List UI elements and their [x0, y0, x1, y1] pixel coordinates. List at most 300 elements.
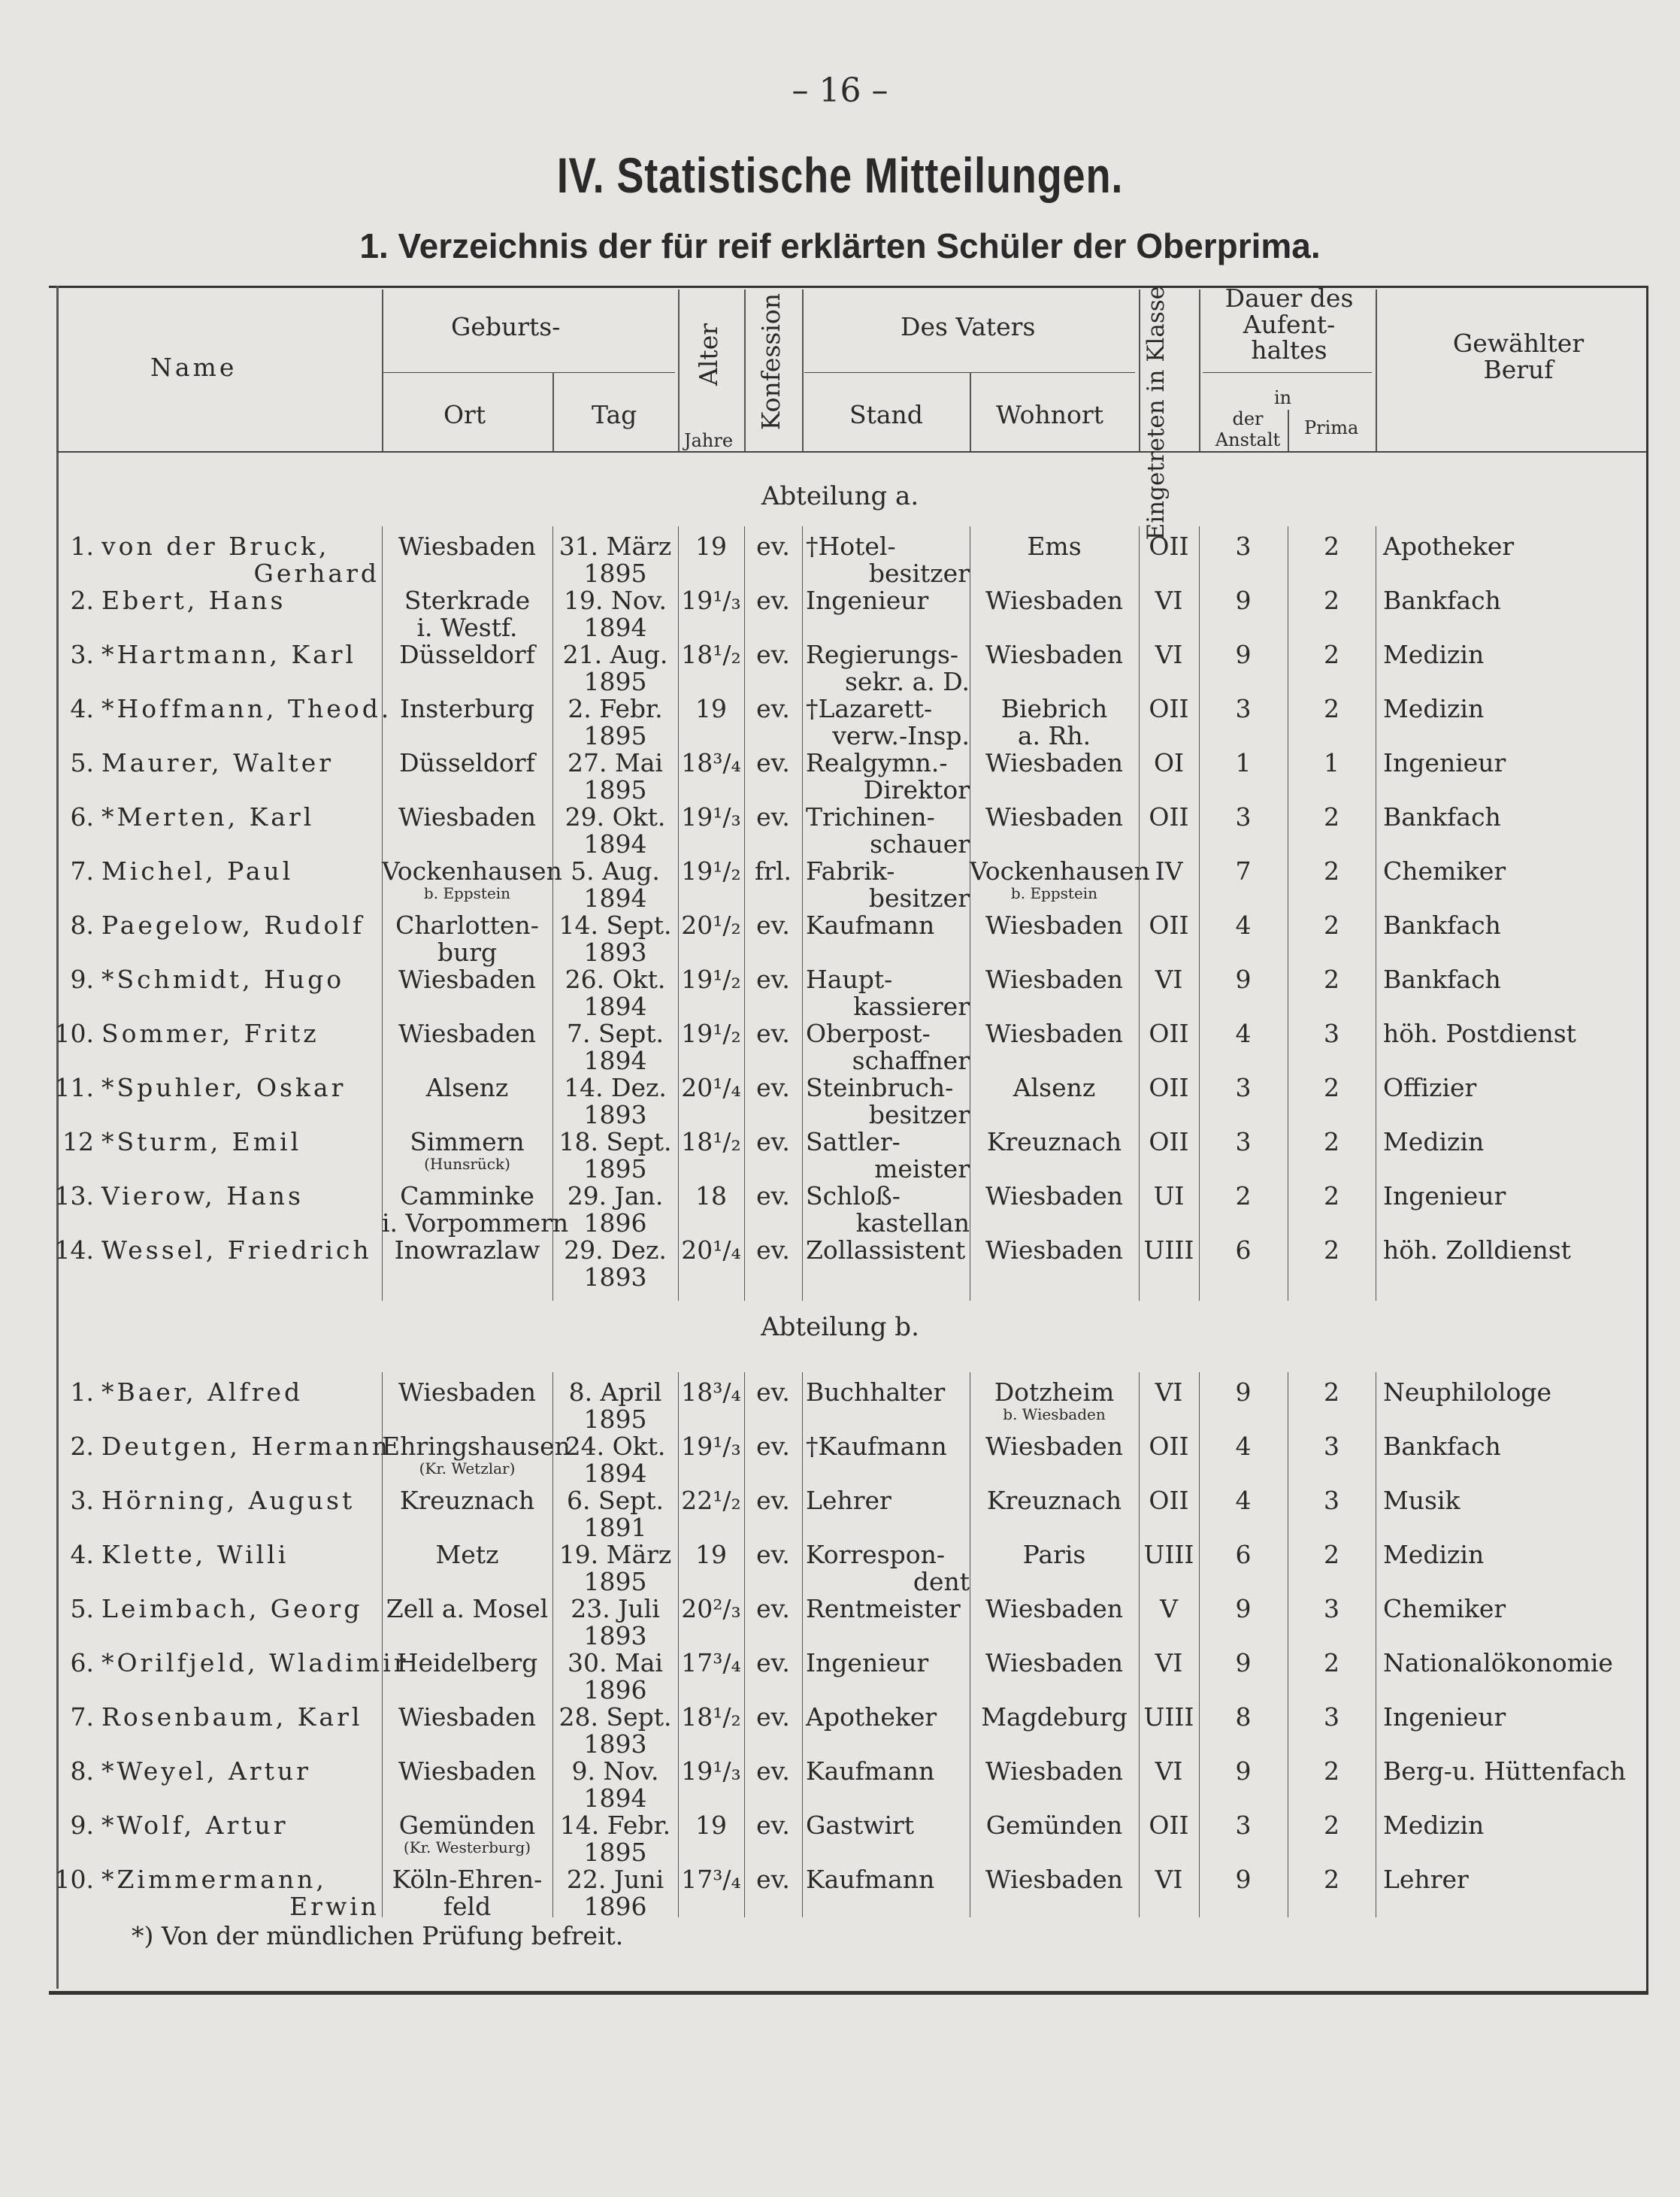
cell-tag-text: 5. Aug.	[571, 856, 660, 886]
cell-alter	[678, 856, 744, 886]
cell-klasse	[1139, 694, 1199, 723]
cell-beruf	[1383, 1486, 1642, 1515]
col-line	[802, 1372, 803, 1917]
cell-konf	[744, 802, 802, 832]
cell-beruf	[1383, 1432, 1642, 1461]
cell-no	[53, 1432, 94, 1461]
cell-prima-text: 2	[1324, 1540, 1339, 1569]
cell-beruf	[1383, 1181, 1642, 1211]
col-line	[552, 372, 554, 451]
cell-no	[53, 1486, 94, 1515]
cell-ort	[382, 1702, 552, 1732]
cell-no-text: 13.	[54, 1181, 94, 1211]
cell-beruf-text: Nationalökonomie	[1383, 1648, 1613, 1677]
cell-konf-text: ev.	[756, 586, 790, 615]
cell-ort	[382, 586, 552, 640]
cell-prima	[1288, 1377, 1376, 1407]
cell-klasse	[1139, 1019, 1199, 1048]
cell-anstalt-text: 3	[1235, 694, 1252, 723]
cell-anstalt	[1199, 640, 1288, 669]
cell-alter	[678, 640, 744, 669]
cell-stand	[806, 1073, 970, 1127]
table-row	[0, 965, 1680, 1019]
table-row	[0, 1432, 1680, 1486]
cell-klasse	[1139, 1235, 1199, 1265]
cell-no-text: 9.	[70, 1811, 94, 1840]
cell-wohnort	[970, 1594, 1139, 1623]
cell-ort	[382, 802, 552, 832]
cell-klasse-text: VI	[1155, 1377, 1183, 1407]
cell-konf-text: ev.	[756, 1486, 790, 1515]
cell-tag	[552, 1127, 678, 1181]
cell-ort-text: Düsseldorf	[399, 748, 535, 777]
cell-no-text: 2.	[70, 1432, 94, 1461]
cell-klasse	[1139, 1540, 1199, 1569]
cell-beruf	[1383, 1540, 1642, 1569]
header-ort: Ort	[443, 400, 486, 429]
cell-anstalt-text: 8	[1235, 1702, 1252, 1732]
cell-anstalt	[1199, 1486, 1288, 1515]
cell-alter	[678, 1648, 744, 1677]
cell-klasse-text: OII	[1149, 911, 1189, 940]
table-row	[0, 1377, 1680, 1432]
cell-wohnort	[970, 965, 1139, 994]
cell-anstalt-text: 9	[1235, 640, 1252, 669]
cell-beruf-text: Bankfach	[1383, 911, 1501, 940]
cell-beruf-text: Medizin	[1383, 1811, 1485, 1840]
cell-wohnort-text: Wiesbaden	[985, 1235, 1124, 1265]
page-number: – 16 –	[792, 71, 888, 110]
cell-name	[101, 694, 392, 723]
cell-name	[101, 856, 380, 886]
cell-beruf	[1383, 1865, 1642, 1894]
cell-no	[53, 1235, 94, 1265]
cell-no-text: 3.	[70, 640, 94, 669]
cell-klasse-text: OII	[1149, 694, 1189, 723]
cell-klasse	[1139, 1377, 1199, 1407]
cell-tag-line2: 1895	[583, 1405, 647, 1434]
table-row	[0, 1594, 1680, 1648]
cell-ort-text: Wiesbaden	[398, 1756, 537, 1786]
cell-klasse-text: UIII	[1143, 1702, 1194, 1732]
cell-klasse	[1139, 965, 1199, 994]
cell-tag	[552, 802, 678, 859]
cell-prima	[1288, 1432, 1376, 1461]
col-line	[802, 289, 804, 451]
footnote: *) Von der mündlichen Prüfung befreit.	[132, 1921, 624, 1950]
cell-stand	[806, 1702, 970, 1732]
cell-ort-text: Alsenz	[425, 1073, 509, 1102]
cell-stand	[806, 532, 970, 586]
cell-tag	[552, 1019, 678, 1073]
cell-konf-text: ev.	[756, 694, 790, 723]
cell-tag-text: 22. Juni	[566, 1865, 664, 1894]
table-row	[0, 1648, 1680, 1705]
cell-name	[101, 911, 380, 940]
cell-konf-text: ev.	[756, 802, 790, 832]
cell-anstalt-text: 9	[1235, 965, 1252, 994]
cell-no-text: 7.	[70, 1702, 94, 1732]
cell-wohnort	[970, 802, 1139, 832]
cell-anstalt-text: 3	[1235, 802, 1252, 832]
cell-stand-text: Kaufmann	[806, 1865, 935, 1894]
cell-anstalt-text: 3	[1235, 532, 1252, 561]
cell-wohnort-text: Biebrich	[1000, 694, 1108, 723]
cell-name-text: *Hartmann, Karl	[101, 640, 357, 669]
cell-stand-text: Gastwirt	[806, 1811, 915, 1840]
cell-anstalt-text: 9	[1235, 1648, 1252, 1677]
cell-wohnort-text: Wiesbaden	[985, 911, 1124, 940]
col-line	[1199, 1372, 1200, 1917]
cell-no-text: 10.	[54, 1865, 94, 1894]
cell-ort	[382, 1594, 552, 1623]
cell-ort-line2: i. Westf.	[416, 613, 518, 642]
cell-beruf	[1383, 1811, 1642, 1840]
cell-no-text: 12	[62, 1127, 94, 1156]
cell-beruf	[1383, 1377, 1642, 1407]
cell-anstalt	[1199, 1181, 1288, 1211]
cell-alter	[678, 1127, 744, 1156]
cell-alter-text: 22¹/₂	[681, 1486, 741, 1515]
col-line	[802, 526, 803, 1301]
header-bottom-line	[56, 451, 1646, 453]
table-row	[0, 1073, 1680, 1127]
cell-wohnort	[970, 1702, 1139, 1732]
cell-ort	[382, 1073, 552, 1102]
cell-tag	[552, 1648, 678, 1705]
cell-ort-text: Sterkrade	[404, 586, 531, 615]
cell-stand	[806, 1865, 970, 1894]
cell-alter	[678, 532, 744, 561]
cell-alter	[678, 1235, 744, 1265]
cell-beruf-text: Bankfach	[1383, 802, 1501, 832]
cell-beruf	[1383, 532, 1642, 561]
cell-beruf	[1383, 1756, 1642, 1786]
cell-konf	[744, 1702, 802, 1732]
cell-beruf	[1383, 856, 1642, 886]
cell-tag	[552, 1432, 678, 1486]
cell-name	[101, 1019, 380, 1048]
cell-wohnort	[970, 640, 1139, 669]
cell-anstalt-text: 6	[1235, 1235, 1252, 1265]
cell-wohnort	[970, 1540, 1139, 1569]
cell-wohnort-text: Wiesbaden	[985, 1865, 1124, 1894]
cell-no	[53, 911, 94, 940]
cell-ort-line2: burg	[437, 938, 498, 967]
cell-anstalt	[1199, 802, 1288, 832]
cell-anstalt	[1199, 1648, 1288, 1677]
cell-ort-text: Simmern	[410, 1127, 525, 1156]
cell-tag	[552, 1540, 678, 1594]
cell-wohnort	[970, 1811, 1139, 1840]
col-line	[678, 1372, 679, 1917]
cell-tag	[552, 694, 678, 748]
cell-no-text: 14.	[54, 1235, 94, 1265]
cell-stand	[806, 586, 970, 615]
cell-stand-line2: dent	[913, 1567, 970, 1596]
cell-name-text: *Zimmermann,	[101, 1865, 327, 1894]
cell-anstalt	[1199, 1540, 1288, 1569]
cell-no	[53, 1865, 94, 1894]
cell-name-text: *Wolf, Artur	[101, 1811, 289, 1840]
cell-konf	[744, 694, 802, 723]
cell-wohnort-text: Ems	[1027, 532, 1082, 561]
col-line	[1139, 289, 1140, 451]
cell-konf-text: ev.	[756, 911, 790, 940]
cell-klasse-text: VI	[1155, 965, 1183, 994]
cell-klasse	[1139, 640, 1199, 669]
cell-no-text: 6.	[70, 1648, 94, 1677]
cell-ort	[382, 640, 552, 669]
cell-alter	[678, 802, 744, 832]
cell-prima-text: 2	[1324, 802, 1339, 832]
cell-anstalt-text: 1	[1235, 748, 1252, 777]
cell-ort-text: Ehringshausen	[382, 1432, 571, 1461]
cell-prima	[1288, 1235, 1376, 1265]
cell-ort	[382, 911, 552, 965]
cell-alter	[678, 1756, 744, 1786]
cell-tag-line2: 1895	[583, 667, 647, 696]
cell-stand-text: Kaufmann	[806, 911, 935, 940]
cell-anstalt-text: 9	[1235, 1756, 1252, 1786]
cell-tag	[552, 965, 678, 1019]
cell-klasse-text: VI	[1155, 1756, 1183, 1786]
cell-anstalt	[1199, 532, 1288, 561]
cell-alter	[678, 1540, 744, 1569]
cell-klasse	[1139, 1811, 1199, 1840]
cell-beruf-text: Ingenieur	[1383, 748, 1506, 777]
cell-ort	[382, 694, 552, 723]
header-jahre: Jahre	[684, 430, 734, 451]
cell-beruf	[1383, 965, 1642, 994]
cell-no	[53, 694, 94, 723]
cell-konf-text: ev.	[756, 1702, 790, 1732]
cell-klasse-text: OII	[1149, 1486, 1189, 1515]
cell-name	[101, 586, 380, 615]
cell-konf	[744, 856, 802, 886]
col-line	[744, 526, 745, 1301]
cell-konf	[744, 911, 802, 940]
cell-anstalt	[1199, 586, 1288, 615]
cell-no	[53, 965, 94, 994]
cell-alter-text: 18³/₄	[681, 748, 741, 777]
cell-anstalt-text: 3	[1235, 1127, 1252, 1156]
cell-anstalt	[1199, 694, 1288, 723]
cell-name	[101, 1181, 380, 1211]
cell-name	[101, 1648, 409, 1677]
cell-klasse-text: VI	[1155, 586, 1183, 615]
cell-beruf	[1383, 1235, 1642, 1265]
cell-no	[53, 1756, 94, 1786]
cell-tag-text: 31. März	[558, 532, 672, 561]
cell-alter	[678, 1702, 744, 1732]
cell-stand-text: Ingenieur	[806, 1648, 929, 1677]
cell-name-text: Sommer, Fritz	[101, 1019, 319, 1048]
cell-tag-text: 21. Aug.	[562, 640, 668, 669]
cell-klasse-text: UIII	[1143, 1540, 1194, 1569]
cell-no-text: 4.	[70, 694, 94, 723]
cell-stand	[806, 748, 970, 805]
cell-alter	[678, 586, 744, 615]
cell-stand-text: Haupt-	[806, 965, 893, 994]
cell-tag-line2: 1894	[583, 613, 647, 642]
cell-no-text: 8.	[70, 1756, 94, 1786]
cell-prima-text: 2	[1324, 856, 1339, 886]
cell-prima-text: 3	[1324, 1486, 1339, 1515]
cell-name-text: *Orilfjeld, Wladimir	[101, 1648, 409, 1677]
cell-ort-text: Wiesbaden	[398, 1702, 537, 1732]
cell-konf-text: ev.	[756, 1540, 790, 1569]
cell-ort-line2: (Kr. Westerburg)	[403, 1838, 531, 1856]
cell-no	[53, 1540, 94, 1569]
cell-prima	[1288, 586, 1376, 615]
cell-prima-text: 2	[1324, 1377, 1339, 1407]
cell-alter-text: 19	[695, 532, 727, 561]
cell-konf	[744, 1648, 802, 1677]
cell-name-text: Rosenbaum, Karl	[101, 1702, 363, 1732]
cell-prima	[1288, 1811, 1376, 1840]
cell-klasse-text: OII	[1149, 1432, 1189, 1461]
cell-anstalt-text: 4	[1235, 911, 1252, 940]
cell-name	[101, 532, 380, 586]
cell-konf-text: ev.	[756, 1235, 790, 1265]
cell-name	[101, 1377, 380, 1407]
cell-prima	[1288, 856, 1376, 886]
table-row	[0, 1019, 1680, 1073]
cell-anstalt	[1199, 965, 1288, 994]
cell-wohnort	[970, 1073, 1139, 1102]
cell-no	[53, 532, 94, 561]
cell-alter-text: 19¹/₃	[681, 1432, 741, 1461]
cell-wohnort-text: Vockenhausen	[970, 856, 1150, 886]
cell-konf-text: ev.	[756, 1865, 790, 1894]
cell-wohnort	[970, 1019, 1139, 1048]
col-line	[1139, 1372, 1140, 1917]
cell-stand	[806, 640, 970, 694]
cell-beruf	[1383, 1594, 1642, 1623]
cell-stand	[806, 965, 970, 1019]
cell-alter-text: 18¹/₂	[681, 1702, 741, 1732]
cell-klasse-text: OII	[1149, 1019, 1189, 1048]
cell-no	[53, 1594, 94, 1623]
cell-name-text: Ebert, Hans	[101, 586, 286, 615]
cell-ort-line2: b. Eppstein	[423, 884, 511, 902]
cell-beruf-text: Bankfach	[1383, 1432, 1501, 1461]
cell-beruf-text: Chemiker	[1383, 856, 1506, 886]
cell-alter-text: 17³/₄	[681, 1865, 741, 1894]
cell-alter-text: 19¹/₂	[681, 965, 741, 994]
cell-name	[101, 748, 380, 777]
cell-no	[53, 640, 94, 669]
table-row	[0, 1811, 1680, 1865]
cell-alter-text: 20²/₃	[681, 1594, 741, 1623]
cell-ort	[382, 1540, 552, 1569]
cell-name-text: Leimbach, Georg	[101, 1594, 363, 1623]
cell-alter	[678, 965, 744, 994]
cell-wohnort	[970, 748, 1139, 777]
cell-tag-line2: 1895	[583, 1154, 647, 1183]
cell-ort	[382, 1235, 552, 1265]
cell-klasse	[1139, 532, 1199, 561]
cell-stand	[806, 1019, 970, 1073]
cell-wohnort	[970, 1432, 1139, 1461]
cell-klasse-text: UIII	[1143, 1235, 1194, 1265]
cell-wohnort-text: Dotzheim	[994, 1377, 1115, 1407]
cell-prima	[1288, 1019, 1376, 1048]
cell-stand-line2: besitzer	[868, 883, 970, 913]
cell-stand	[806, 1377, 970, 1407]
cell-anstalt-text: 2	[1235, 1181, 1252, 1211]
cell-name	[101, 1756, 380, 1786]
cell-wohnort-text: Wiesbaden	[985, 586, 1124, 615]
col-line	[552, 1372, 553, 1917]
cell-no	[53, 1377, 94, 1407]
cell-wohnort	[970, 1377, 1139, 1422]
cell-ort-text: Inowrazlaw	[394, 1235, 540, 1265]
cell-stand	[806, 1486, 970, 1515]
cell-prima	[1288, 694, 1376, 723]
header-name: Name	[150, 353, 238, 382]
cell-tag-line2: 1893	[583, 938, 647, 967]
cell-beruf-text: Musik	[1383, 1486, 1461, 1515]
cell-ort-line2: (Kr. Wetzlar)	[419, 1459, 516, 1477]
col-line	[1376, 289, 1377, 451]
cell-tag-line2: 1893	[583, 1262, 647, 1292]
section-title-a: Abteilung a.	[761, 481, 919, 511]
col-line	[678, 526, 679, 1301]
cell-anstalt	[1199, 1127, 1288, 1156]
cell-prima-text: 2	[1324, 1648, 1339, 1677]
cell-wohnort-text: Wiesbaden	[985, 1756, 1124, 1786]
table-row	[0, 586, 1680, 640]
col-line	[382, 526, 383, 1301]
cell-anstalt	[1199, 856, 1288, 886]
cell-tag-line2: 1893	[583, 1621, 647, 1650]
cell-stand-line2: kastellan	[855, 1208, 970, 1238]
cell-prima-text: 2	[1324, 911, 1339, 940]
cell-prima-text: 3	[1324, 1019, 1339, 1048]
cell-tag	[552, 911, 678, 965]
cell-prima	[1288, 640, 1376, 669]
cell-tag	[552, 1235, 678, 1292]
cell-wohnort-text: Wiesbaden	[985, 1648, 1124, 1677]
cell-klasse	[1139, 1594, 1199, 1623]
cell-tag-text: 8. April	[568, 1377, 662, 1407]
col-line	[744, 1372, 745, 1917]
cell-anstalt-text: 4	[1235, 1432, 1252, 1461]
cell-name-text: *Hoffmann, Theod.	[101, 694, 392, 723]
cell-beruf	[1383, 1127, 1642, 1156]
cell-beruf-text: höh. Postdienst	[1383, 1019, 1576, 1048]
cell-beruf	[1383, 1702, 1642, 1732]
cell-konf	[744, 748, 802, 777]
cell-tag	[552, 640, 678, 694]
cell-name-line2: Erwin	[289, 1892, 380, 1921]
cell-klasse-text: VI	[1155, 1865, 1183, 1894]
cell-name	[101, 1432, 391, 1461]
geburts-sub-line	[382, 372, 675, 373]
cell-tag-text: 29. Okt.	[565, 802, 666, 832]
cell-alter	[678, 911, 744, 940]
cell-stand-text: Oberpost-	[806, 1019, 931, 1048]
cell-konf-text: ev.	[756, 1648, 790, 1677]
cell-konf	[744, 1127, 802, 1156]
cell-ort	[382, 1181, 569, 1238]
cell-no-text: 7.	[70, 856, 94, 886]
cell-prima	[1288, 965, 1376, 994]
cell-ort	[382, 1019, 552, 1048]
cell-no	[53, 1073, 94, 1102]
